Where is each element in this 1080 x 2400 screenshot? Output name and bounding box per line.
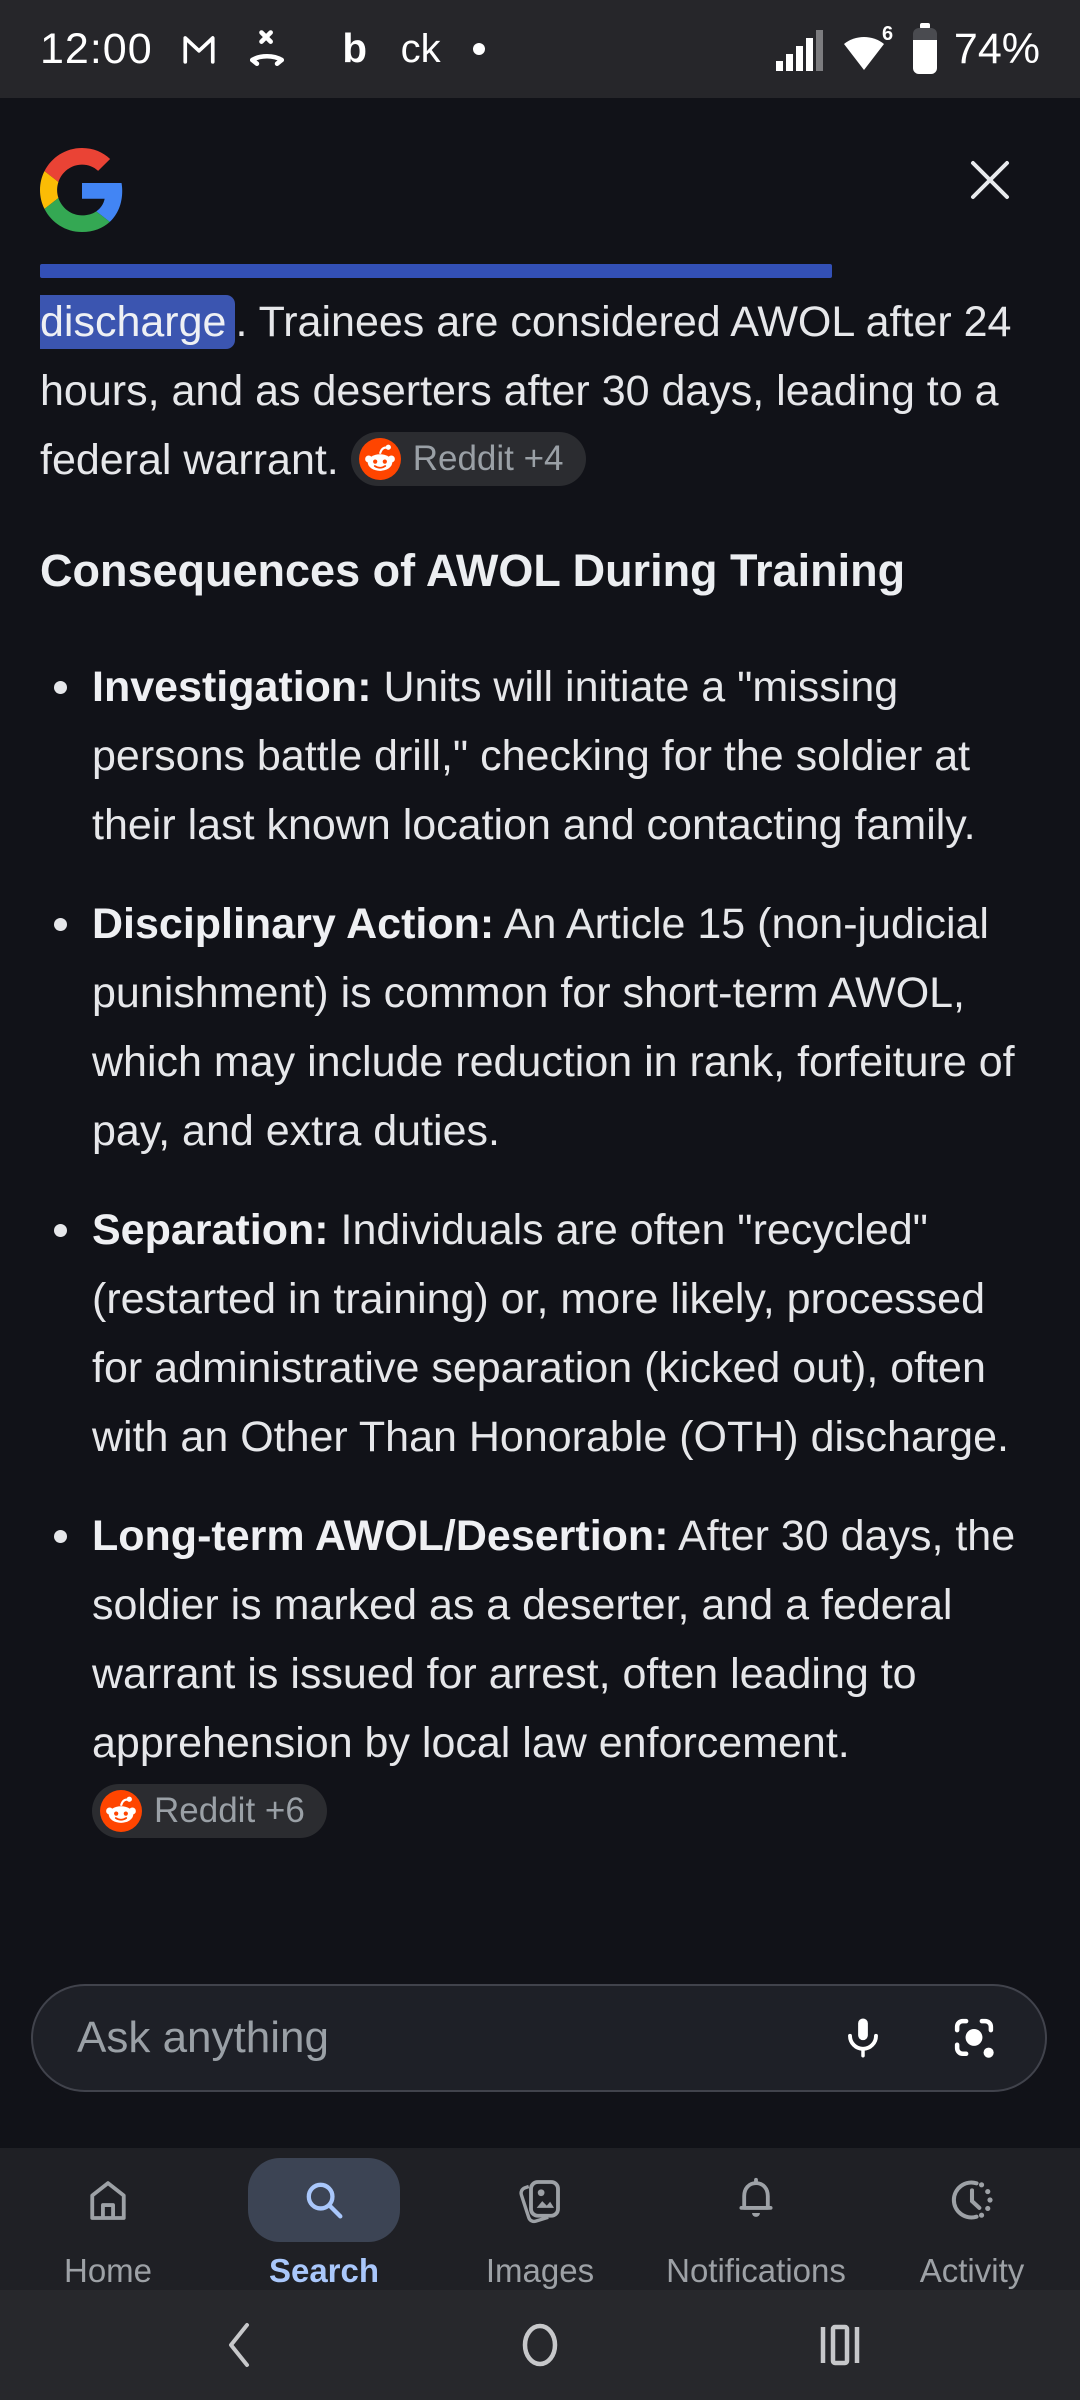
nav-item-notifications[interactable] — [648, 2148, 864, 2290]
nav-label: Home — [63, 2252, 153, 2289]
nav-item-activity[interactable] — [864, 2148, 1080, 2290]
missed-call-icon — [245, 27, 289, 71]
search-input-placeholder[interactable]: Ask anything — [77, 2013, 329, 2062]
close-icon — [965, 155, 1015, 205]
bottom-navigation — [0, 2148, 1080, 2290]
home-circle-icon — [512, 2317, 568, 2373]
recents-icon — [815, 2317, 865, 2373]
search-icon — [248, 2158, 400, 2242]
clock: 12:00 — [40, 24, 153, 73]
nav-label: Activity — [919, 2252, 1025, 2289]
highlighted-line-remnant — [40, 264, 832, 278]
battery-icon — [910, 23, 940, 75]
list-item: Separation: Individuals are often "recycled" (restarted in training) or, more likely, processed for administrative separation (kicked out), often with an Other Than Honorable (OTH) discharge. — [40, 1196, 1040, 1472]
highlighted-word[interactable]: discharge — [40, 295, 235, 349]
signal-icon — [774, 25, 826, 73]
bullet-list — [40, 653, 1040, 1847]
close-button[interactable] — [962, 152, 1018, 208]
ck-notification-icon: ck — [400, 26, 441, 71]
system-navigation-bar — [0, 2290, 1080, 2400]
back-button[interactable] — [205, 2310, 275, 2380]
mic-icon[interactable] — [837, 2012, 889, 2064]
status-bar-right — [774, 23, 1040, 75]
intro-text: . Trainees are considered AWOL after 24 hours, and as deserters after 30 days, leading to a federal warrant. — [40, 298, 1012, 484]
list-item: Long-term AWOL/Desertion: After 30 days, the soldier is marked as a deserter, and a federal warrant is issued for arrest, often leading to apprehension by local law enforcement. Reddit +6 — [40, 1502, 1040, 1847]
app-header — [0, 130, 1080, 260]
home-button[interactable] — [505, 2310, 575, 2380]
nav-label: Notifications — [666, 2252, 846, 2289]
nav-item-images[interactable] — [432, 2148, 648, 2290]
more-notifications-dot — [473, 43, 485, 55]
nav-item-search[interactable] — [216, 2148, 432, 2290]
bing-icon — [337, 27, 377, 71]
back-icon — [217, 2317, 263, 2373]
battery-percent: 74% — [953, 24, 1040, 73]
source-badge-label: Reddit +6 — [154, 1791, 305, 1831]
wifi6-icon — [840, 24, 896, 74]
nav-label: Images — [485, 2252, 595, 2289]
images-icon — [464, 2158, 616, 2242]
reddit-icon — [359, 438, 401, 480]
nav-item-home[interactable] — [0, 2148, 216, 2290]
gmail-icon — [177, 27, 221, 71]
activity-icon — [896, 2158, 1048, 2242]
reddit-icon — [100, 1790, 142, 1832]
list-item: Disciplinary Action: An Article 15 (non-judicial punishment) is common for short-term AWOL, which may include reduction in rank, forfeiture of pay, and extra duties. — [40, 890, 1040, 1166]
status-bar — [0, 0, 1080, 98]
recents-button[interactable] — [805, 2310, 875, 2380]
list-item: Investigation: Units will initiate a "missing persons battle drill," checking for the soldier at their last known location and contacting family. — [40, 653, 1040, 860]
section-heading: Consequences of AWOL During Training — [40, 545, 906, 596]
svg-text:b: b — [341, 27, 367, 71]
google-lens-icon[interactable] — [947, 2011, 1001, 2065]
ask-anything-bar[interactable] — [31, 1984, 1047, 2092]
nav-label: Search — [268, 2252, 380, 2289]
source-badge-label: Reddit +4 — [412, 439, 564, 479]
intro-paragraph — [40, 288, 1040, 495]
wifi-gen-label: 6 — [881, 24, 894, 45]
home-icon — [32, 2158, 184, 2242]
notifications-icon — [680, 2158, 832, 2242]
status-bar-left — [40, 25, 485, 74]
source-badge-reddit-4[interactable] — [351, 432, 586, 486]
source-badge-reddit-6[interactable] — [92, 1784, 327, 1838]
ask-bar-icons — [837, 2011, 1001, 2065]
google-logo-icon[interactable] — [40, 148, 124, 232]
answer-content — [40, 262, 1040, 1952]
